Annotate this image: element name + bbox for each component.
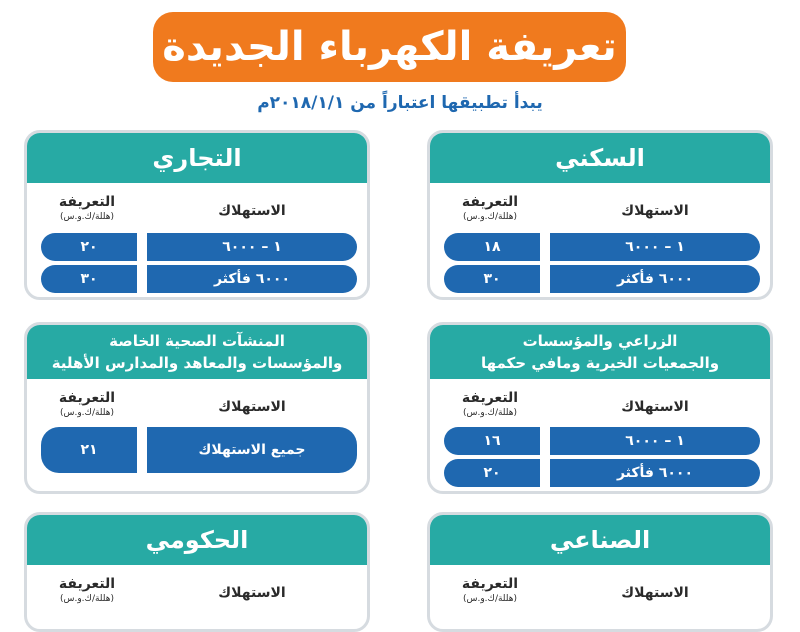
agricultural-title-line-1: الزراعي والمؤسسات bbox=[522, 332, 678, 350]
consumption-header: الاستهلاك bbox=[621, 399, 689, 415]
rate-unit-label: (هللة/ك.و.س) bbox=[462, 212, 518, 222]
agricultural-row-1-consumption: ١ – ٦٠٠٠ bbox=[550, 427, 760, 455]
governmental-card bbox=[24, 512, 370, 632]
private-health-card bbox=[24, 322, 370, 494]
rate-header bbox=[440, 391, 540, 421]
rate-header-label: التعريفة bbox=[461, 390, 519, 406]
residential-row-1-rate: ١٨ bbox=[444, 233, 540, 261]
private-health-card-title bbox=[27, 325, 367, 379]
consumption-header: الاستهلاك bbox=[621, 585, 689, 601]
agricultural-card bbox=[427, 322, 773, 494]
rate-unit-label: (هللة/ك.و.س) bbox=[59, 408, 115, 418]
rate-header-label: التعريفة bbox=[461, 576, 519, 592]
private-health-row-1-rate: ٢١ bbox=[41, 427, 137, 473]
commercial-row-2-consumption: ٦٠٠٠ فأكثر bbox=[147, 265, 357, 293]
private-health-title-line-1: المنشآت الصحية الخاصة bbox=[109, 332, 285, 350]
commercial-card bbox=[24, 130, 370, 300]
rate-header bbox=[440, 195, 540, 225]
agricultural-row-2-rate: ٢٠ bbox=[444, 459, 540, 487]
rate-unit-label: (هللة/ك.و.س) bbox=[59, 594, 115, 604]
private-health-row-1-consumption: جميع الاستهلاك bbox=[147, 427, 357, 473]
industrial-card bbox=[427, 512, 773, 632]
consumption-header: الاستهلاك bbox=[218, 585, 286, 601]
rate-header-label: التعريفة bbox=[58, 194, 116, 210]
residential-card bbox=[427, 130, 773, 300]
rate-unit-label: (هللة/ك.و.س) bbox=[462, 594, 518, 604]
residential-row-1-consumption: ١ – ٦٠٠٠ bbox=[550, 233, 760, 261]
rate-header-label: التعريفة bbox=[461, 194, 519, 210]
rate-unit-label: (هللة/ك.و.س) bbox=[59, 212, 115, 222]
agricultural-card-title bbox=[430, 325, 770, 379]
commercial-row-1-rate: ٢٠ bbox=[41, 233, 137, 261]
private-health-title-line-2: والمؤسسات والمعاهد والمدارس الأهلية bbox=[51, 354, 343, 372]
rate-header-label: التعريفة bbox=[58, 390, 116, 406]
consumption-header: الاستهلاك bbox=[218, 203, 286, 219]
rate-header bbox=[37, 195, 137, 225]
residential-card-title: السكني bbox=[430, 133, 770, 183]
page-title: تعريفة الكهرباء الجديدة bbox=[153, 12, 626, 82]
agricultural-row-2-consumption: ٦٠٠٠ فأكثر bbox=[550, 459, 760, 487]
page-subtitle: يبدأ تطبيقها اعتباراً من ٢٠١٨/١/١م bbox=[257, 93, 543, 113]
governmental-card-title: الحكومي bbox=[27, 515, 367, 565]
agricultural-row-1-rate: ١٦ bbox=[444, 427, 540, 455]
rate-header bbox=[37, 577, 137, 607]
rate-header bbox=[37, 391, 137, 421]
consumption-header: الاستهلاك bbox=[218, 399, 286, 415]
commercial-row-2-rate: ٣٠ bbox=[41, 265, 137, 293]
residential-row-2-consumption: ٦٠٠٠ فأكثر bbox=[550, 265, 760, 293]
rate-header bbox=[440, 577, 540, 607]
rate-unit-label: (هللة/ك.و.س) bbox=[462, 408, 518, 418]
industrial-card-title: الصناعي bbox=[430, 515, 770, 565]
commercial-row-1-consumption: ١ – ٦٠٠٠ bbox=[147, 233, 357, 261]
agricultural-title-line-2: والجمعيات الخيرية ومافي حكمها bbox=[480, 354, 720, 372]
rate-header-label: التعريفة bbox=[58, 576, 116, 592]
consumption-header: الاستهلاك bbox=[621, 203, 689, 219]
residential-row-2-rate: ٣٠ bbox=[444, 265, 540, 293]
commercial-card-title: التجاري bbox=[27, 133, 367, 183]
